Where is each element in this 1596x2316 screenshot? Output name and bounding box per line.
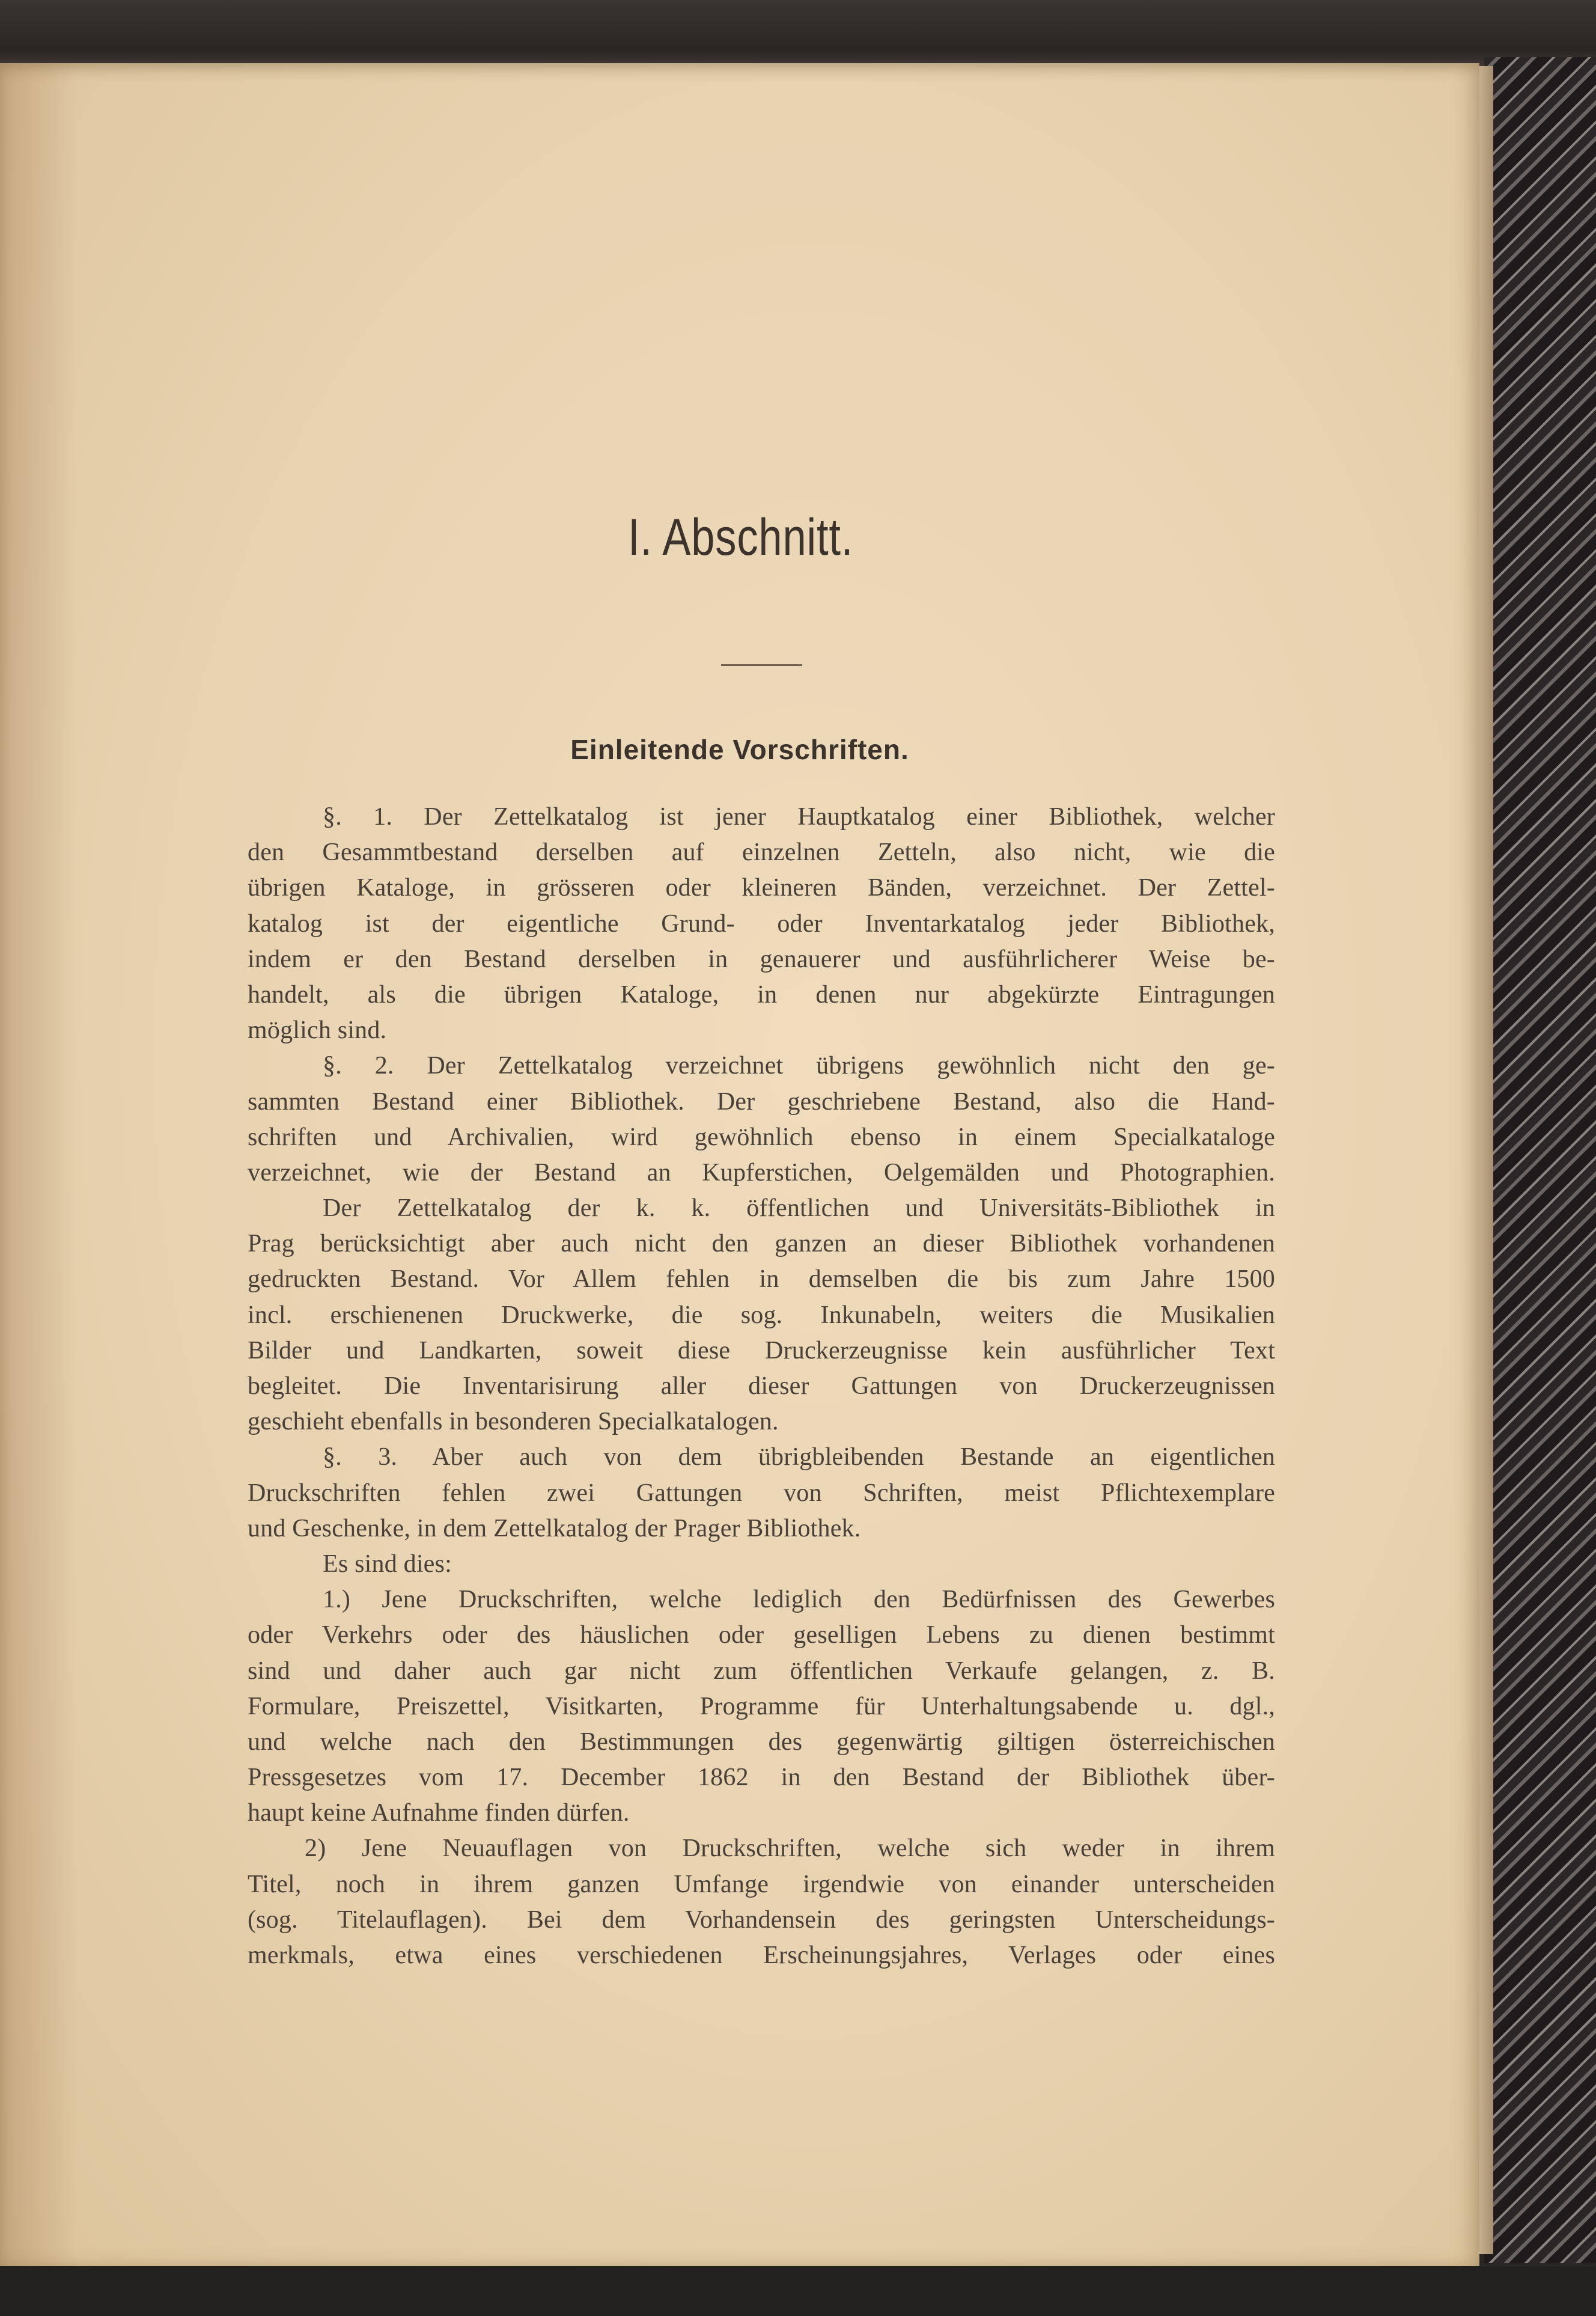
section-heading: I. Abschnitt. <box>628 509 854 566</box>
text-line: und Geschenke, in dem Zettelkatalog der Prager Bibliothek. <box>248 1514 861 1542</box>
text-line: schriften und Archivalien, wird gewöhnlich ebenso in einem Specialkataloge <box>248 1123 1275 1151</box>
text-line: incl. erschienenen Druckwerke, die sog. Inkunabeln, weiters die Musikalien <box>248 1301 1275 1329</box>
bottom-edge <box>0 2266 1596 2316</box>
text-line: übrigen Kataloge, in grösseren oder kleineren Bänden, verzeichnet. Der Zettel- <box>248 874 1275 902</box>
text-line: Prag berücksichtigt aber auch nicht den ganzen an dieser Bibliothek vorhandenen <box>248 1230 1275 1258</box>
text-line: Titel, noch in ihrem ganzen Umfange irgendwie von einander unterscheiden <box>248 1870 1275 1898</box>
text-line: verzeichnet, wie der Bestand an Kupferstichen, Oelgemälden und Photographien. <box>248 1158 1275 1187</box>
text-line: Es sind dies: <box>323 1550 452 1578</box>
text-line: §. 3. Aber auch von dem übrigbleibenden Bestande an eigentlichen <box>323 1443 1275 1471</box>
text-line: sind und daher auch gar nicht zum öffentlichen Verkaufe gelangen, z. B. <box>248 1657 1275 1685</box>
text-line: katalog ist der eigentliche Grund- oder Inventarkatalog jeder Bibliothek, <box>248 909 1275 938</box>
text-line: den Gesammtbestand derselben auf einzelnen Zetteln, also nicht, wie die <box>248 839 1275 867</box>
top-edge <box>0 0 1596 72</box>
text-line: Druckschriften fehlen zwei Gattungen von Schriften, meist Pflichtexemplare <box>248 1479 1275 1507</box>
text-line: und welche nach den Bestimmungen des gegenwärtig giltigen österreichischen <box>248 1728 1275 1756</box>
text-line: §. 2. Der Zettelkatalog verzeichnet übrigens gewöhnlich nicht den ge- <box>323 1052 1275 1080</box>
text-line: haupt keine Aufnahme finden dürfen. <box>248 1799 630 1827</box>
body-text <box>248 799 1275 1973</box>
heading-divider <box>721 664 802 666</box>
text-line: geschieht ebenfalls in besonderen Specialkatalogen. <box>248 1408 779 1436</box>
text-line: indem er den Bestand derselben in genauerer und ausführlicherer Weise be- <box>248 945 1275 973</box>
text-line: oder Verkehrs oder des häuslichen oder geselligen Lebens zu dienen bestimmt <box>248 1621 1275 1649</box>
text-line: Formulare, Preiszettel, Visitkarten, Programme für Unterhaltungsabende u. dgl., <box>248 1692 1275 1720</box>
book-binding <box>1484 57 1596 2263</box>
text-line: §. 1. Der Zettelkatalog ist jener Hauptkatalog einer Bibliothek, welcher <box>323 803 1275 831</box>
text-line: gedruckten Bestand. Vor Allem fehlen in demselben die bis zum Jahre 1500 <box>248 1265 1275 1294</box>
text-line: Der Zettelkatalog der k. k. öffentlichen und Universitäts-Bibliothek in <box>323 1194 1275 1223</box>
text-line: merkmals, etwa eines verschiedenen Erscheinungsjahres, Verlages oder eines <box>248 1942 1275 1969</box>
text-line: (sog. Titelauflagen). Bei dem Vorhandensein des geringsten Unterscheidungs- <box>248 1905 1275 1934</box>
text-line: möglich sind. <box>248 1016 387 1045</box>
section-subheading: Einleitende Vorschriften. <box>570 734 909 765</box>
text-line: sammten Bestand einer Bibliothek. Der geschriebene Bestand, also die Hand- <box>248 1087 1275 1116</box>
gutter-shadow <box>0 63 78 2266</box>
text-line: 1.) Jene Druckschriften, welche lediglich den Bedürfnissen des Gewerbes <box>323 1586 1275 1614</box>
text-line: 2) Jene Neuauflagen von Druckschriften, welche sich weder in ihrem <box>305 1835 1275 1863</box>
text-line: begleitet. Die Inventarisirung aller dieser Gattungen von Druckerzeugnissen <box>248 1372 1275 1400</box>
text-line: Bilder und Landkarten, soweit diese Druckerzeugnisse kein ausführlicher Text <box>248 1336 1275 1364</box>
text-line: handelt, als die übrigen Kataloge, in denen nur abgekürzte Eintragungen <box>248 980 1275 1009</box>
text-line: Pressgesetzes vom 17. December 1862 in den Bestand der Bibliothek über- <box>248 1764 1275 1792</box>
